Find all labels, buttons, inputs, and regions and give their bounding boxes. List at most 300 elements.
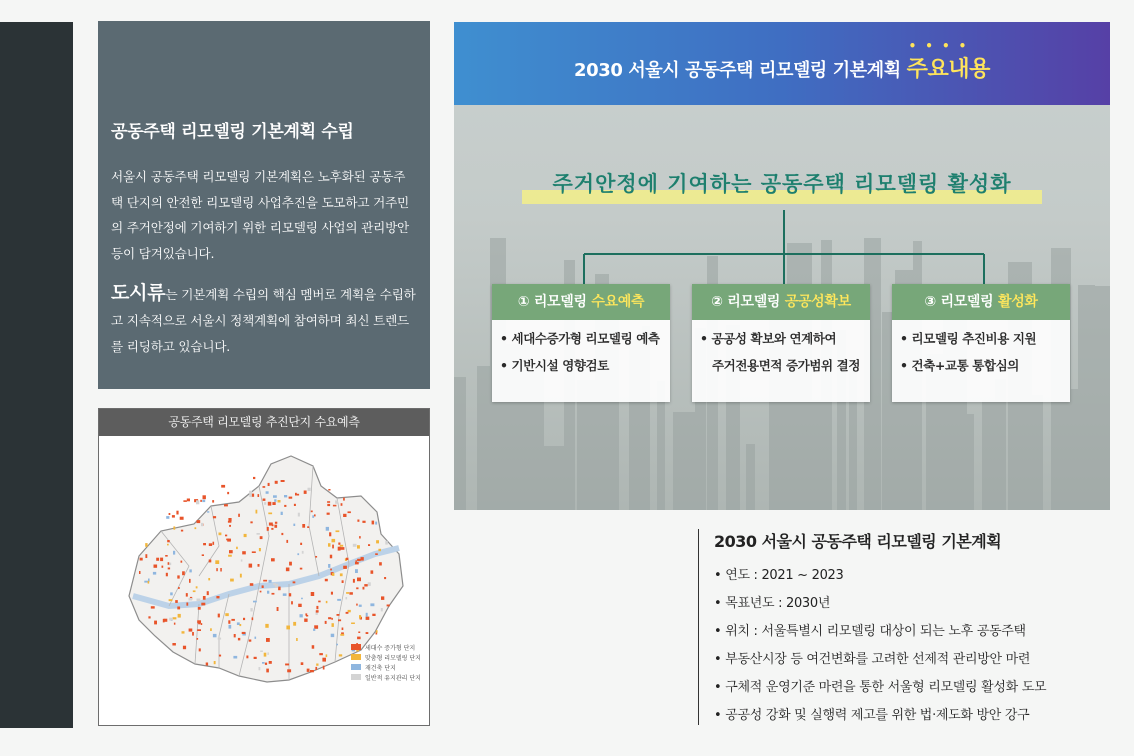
map-parcel xyxy=(262,662,265,664)
map-parcel xyxy=(357,520,359,522)
map-parcel xyxy=(173,526,175,529)
map-parcel xyxy=(327,501,330,503)
map-parcel xyxy=(249,491,252,494)
map-parcel xyxy=(267,652,269,655)
map-parcel xyxy=(362,521,365,523)
map-parcel xyxy=(200,500,202,502)
map-parcel xyxy=(346,592,349,594)
map-parcel xyxy=(326,654,328,657)
map-parcel xyxy=(275,522,277,524)
intro-brand-paragraph xyxy=(111,281,416,359)
map-parcel xyxy=(250,608,252,611)
map-parcel xyxy=(346,612,349,614)
map-parcel xyxy=(338,547,341,551)
map-parcel xyxy=(253,477,255,479)
map-parcel xyxy=(307,526,309,528)
map-parcel xyxy=(336,530,340,532)
map-parcel xyxy=(301,662,304,665)
map-parcel xyxy=(173,551,175,555)
map-parcel xyxy=(353,544,357,547)
map-parcel xyxy=(228,518,231,521)
map-parcel xyxy=(189,569,191,572)
map-parcel xyxy=(364,584,367,586)
map-parcel xyxy=(156,558,159,561)
map-parcel xyxy=(225,613,229,616)
pillar-head xyxy=(892,284,1070,320)
map-parcel xyxy=(277,607,279,611)
map-parcel xyxy=(300,543,302,545)
map-parcel xyxy=(203,596,206,600)
map-parcel xyxy=(182,631,185,633)
map-parcel xyxy=(351,623,355,625)
map-parcel xyxy=(289,562,292,566)
map-parcel xyxy=(197,620,201,623)
map-parcel xyxy=(268,513,272,515)
map-parcel xyxy=(275,584,278,588)
map-parcel xyxy=(269,661,272,664)
map-parcel xyxy=(346,558,349,560)
map-parcel xyxy=(356,604,358,606)
map-parcel xyxy=(249,493,252,497)
map-parcel xyxy=(154,621,157,625)
map-parcel xyxy=(359,615,361,618)
map-parcel xyxy=(226,539,229,541)
map-parcel xyxy=(166,573,168,577)
map-parcel xyxy=(272,502,275,505)
map-parcel xyxy=(311,592,315,596)
map-parcel xyxy=(368,582,371,586)
map-parcel xyxy=(229,625,232,629)
map-parcel xyxy=(168,568,170,570)
map-parcel xyxy=(199,648,201,651)
map-parcel xyxy=(325,621,327,624)
map-parcel xyxy=(210,628,212,631)
map-legend-swatch xyxy=(351,644,361,650)
map-parcel xyxy=(212,500,214,503)
map-parcel xyxy=(145,554,147,558)
map-parcel xyxy=(201,603,205,606)
map-parcel xyxy=(323,666,325,670)
map-parcel xyxy=(357,545,360,548)
map-parcel xyxy=(300,614,303,617)
map-parcel xyxy=(271,558,275,561)
map-parcel xyxy=(339,654,342,656)
map-parcel xyxy=(148,616,150,618)
map-parcel xyxy=(316,664,318,666)
map-parcel xyxy=(286,568,290,572)
map-parcel xyxy=(289,593,291,596)
map-parcel xyxy=(328,617,331,619)
map-parcel xyxy=(183,500,187,502)
map-parcel xyxy=(173,617,177,619)
map-parcel xyxy=(215,560,219,564)
map-parcel xyxy=(328,489,330,491)
map-parcel xyxy=(237,622,240,625)
map-parcel xyxy=(187,499,190,502)
map-parcel xyxy=(218,614,220,618)
map-parcel xyxy=(355,560,357,562)
pillar-head-label: ① 리모델링 xyxy=(517,294,592,310)
map-parcel xyxy=(366,613,368,617)
map-parcel xyxy=(201,623,203,625)
map-parcel xyxy=(206,663,208,666)
map-parcel xyxy=(140,558,143,561)
pillar-item: • 리모델링 추진비용 지원 xyxy=(900,331,1037,346)
map-parcel xyxy=(177,575,179,578)
map-parcel xyxy=(267,527,269,531)
map-parcel xyxy=(338,543,340,545)
map-parcel xyxy=(343,514,346,517)
map-legend-label: 세대수 증가형 단지 xyxy=(365,645,416,652)
map-parcel xyxy=(266,669,269,673)
map-parcel xyxy=(228,555,232,557)
map-parcel xyxy=(343,566,347,569)
map-parcel xyxy=(340,545,343,547)
map-parcel xyxy=(259,667,261,670)
map-parcel xyxy=(341,503,343,506)
map-parcel xyxy=(241,559,243,561)
map-parcel xyxy=(378,549,381,551)
map-parcel xyxy=(355,562,359,564)
map-parcel xyxy=(359,605,362,607)
map-parcel xyxy=(368,544,370,546)
map-parcel xyxy=(296,638,298,641)
map-parcel xyxy=(326,601,328,603)
map-parcel xyxy=(229,525,231,527)
map-parcel xyxy=(203,495,206,499)
pillar-head-highlight: 공공성확보 xyxy=(784,294,851,310)
map-parcel xyxy=(225,535,227,537)
map-parcel xyxy=(262,585,264,588)
map-parcel xyxy=(181,530,183,532)
map-parcel xyxy=(310,670,314,672)
map-parcel xyxy=(361,557,364,561)
map-parcel xyxy=(263,499,266,501)
map-parcel xyxy=(189,598,193,601)
map-legend-label: 맞춤형 리모델링 단지 xyxy=(365,655,421,662)
map-parcel xyxy=(342,580,344,583)
map-parcel xyxy=(238,638,240,641)
map-parcel xyxy=(286,626,290,630)
pillar-head-highlight: 수요예측 xyxy=(591,294,645,310)
map-parcel xyxy=(268,502,272,506)
plan-figure xyxy=(454,22,1110,510)
intro-panel xyxy=(98,21,430,389)
map-parcel xyxy=(250,521,252,523)
map-parcel xyxy=(340,573,343,576)
map-parcel xyxy=(370,603,374,606)
pillar-item: 주거전용면적 증가범위 결정 xyxy=(712,358,861,373)
map-parcel xyxy=(209,543,212,546)
map-parcel xyxy=(281,533,283,535)
map-parcel xyxy=(306,615,308,617)
map-parcel xyxy=(234,634,236,637)
map-parcel xyxy=(376,540,379,543)
map-parcel xyxy=(281,512,283,515)
map-parcel xyxy=(162,566,164,568)
map-parcel xyxy=(227,492,229,494)
map-parcel xyxy=(349,592,353,595)
map-parcel xyxy=(338,619,341,621)
map-parcel xyxy=(145,543,147,547)
map-parcel xyxy=(244,534,247,537)
map-parcel xyxy=(312,645,315,649)
map-parcel xyxy=(293,622,296,626)
pillar-list xyxy=(492,320,670,379)
map-parcel xyxy=(313,629,315,631)
map-parcel xyxy=(260,651,263,653)
map-parcel xyxy=(218,638,221,640)
map-parcel xyxy=(340,634,344,636)
map-parcel xyxy=(291,601,293,604)
map-parcel xyxy=(214,661,216,664)
map-parcel xyxy=(268,483,270,486)
pillar-item: • 기반시설 영향검토 xyxy=(500,358,609,373)
map-parcel xyxy=(178,587,180,589)
map-parcel xyxy=(265,624,268,628)
map-parcel xyxy=(169,599,173,601)
map-parcel xyxy=(330,555,332,559)
map-parcel xyxy=(219,533,222,536)
map-legend-swatch xyxy=(351,674,361,680)
map-parcel xyxy=(263,486,266,488)
map-parcel xyxy=(372,521,375,525)
map-parcel xyxy=(314,514,316,516)
map-parcel xyxy=(249,564,253,568)
map-parcel xyxy=(180,517,184,520)
map-parcel xyxy=(207,511,209,513)
info-line-target-year: • 목표년도 : 2030년 xyxy=(714,596,831,611)
map-parcel xyxy=(250,583,254,586)
map-parcel xyxy=(356,587,358,589)
map-parcel xyxy=(224,504,228,506)
pillar-item: • 세대수증가형 리모델링 예측 xyxy=(500,331,660,346)
map-parcel xyxy=(331,634,335,637)
map-parcel xyxy=(197,629,201,631)
map-parcel xyxy=(167,540,170,542)
map-parcel xyxy=(330,569,332,571)
map-parcel xyxy=(302,524,305,528)
map-parcel xyxy=(238,514,240,517)
map-parcel xyxy=(228,620,230,624)
map-parcel xyxy=(326,527,329,531)
map-parcel xyxy=(160,558,163,562)
map-parcel xyxy=(208,578,210,580)
map-parcel xyxy=(318,601,320,603)
map-parcel xyxy=(331,618,333,620)
map-parcel xyxy=(236,547,238,549)
map-parcel xyxy=(283,593,287,596)
map-parcel xyxy=(148,581,150,584)
map-parcel xyxy=(254,657,257,659)
pillar-head-highlight: 활성화 xyxy=(997,294,1038,310)
pillar-activation xyxy=(892,284,1070,402)
map-legend-label: 재건축 단지 xyxy=(365,665,396,672)
map-parcel xyxy=(167,544,169,546)
plan-goal: 주거안정에 기여하는 공동주택 리모델링 활성화 xyxy=(552,172,1012,196)
map-parcel xyxy=(256,510,258,514)
map-parcel xyxy=(298,513,300,517)
map-parcel xyxy=(186,593,188,597)
map-parcel xyxy=(335,500,338,503)
map-parcel xyxy=(209,560,212,563)
map-parcel xyxy=(242,632,246,634)
pillar-head-label: ③ 리모델링 xyxy=(924,294,998,310)
map-parcel xyxy=(355,569,358,573)
map-parcel xyxy=(202,554,204,556)
map-parcel xyxy=(357,637,361,640)
map-parcel xyxy=(255,637,257,639)
map-parcel xyxy=(230,579,234,582)
map-parcel xyxy=(301,598,303,600)
map-parcel xyxy=(252,551,256,553)
map-parcel xyxy=(331,592,333,595)
map-parcel xyxy=(312,515,314,518)
map-parcel xyxy=(252,617,254,620)
map-parcel xyxy=(327,504,330,506)
map-parcel xyxy=(366,617,370,620)
map-parcel xyxy=(325,579,328,582)
map-parcel xyxy=(366,632,369,634)
map-parcel xyxy=(329,532,331,536)
map-parcel xyxy=(332,545,334,549)
map-parcel xyxy=(293,524,295,526)
map-parcel xyxy=(197,599,201,602)
map-parcel xyxy=(213,634,217,637)
map-parcel xyxy=(328,564,330,568)
map-parcel xyxy=(182,571,185,575)
banner-main: 2030 서울시 공동주택 리모델링 기본계획 xyxy=(573,60,901,81)
map-parcel xyxy=(357,559,361,561)
map-parcel xyxy=(319,653,323,655)
map-parcel xyxy=(221,485,225,488)
seoul-map-outline xyxy=(129,456,403,682)
map-parcel xyxy=(343,498,345,501)
map-parcel xyxy=(139,571,141,574)
map-parcel xyxy=(229,550,233,553)
map-parcel xyxy=(240,574,242,578)
map-parcel xyxy=(249,640,252,642)
map-parcel xyxy=(298,604,302,607)
map-parcel xyxy=(193,590,196,592)
map-parcel xyxy=(336,644,338,646)
map-parcel xyxy=(363,587,365,590)
pillar-head xyxy=(692,284,870,320)
map-parcel xyxy=(315,556,317,558)
map-parcel xyxy=(293,581,296,583)
map-parcel xyxy=(322,658,326,662)
map-parcel xyxy=(196,586,198,588)
map-parcel xyxy=(375,522,377,525)
map-parcel xyxy=(242,551,246,554)
banner-highlight: 주요내용 xyxy=(906,57,991,82)
map-parcel xyxy=(252,494,255,497)
map-parcel xyxy=(274,499,276,502)
map-parcel xyxy=(189,629,193,632)
map-parcel xyxy=(381,608,383,611)
map-legend-swatch xyxy=(351,664,361,670)
map-parcel xyxy=(174,623,176,625)
map-legend-swatch xyxy=(351,654,361,660)
map-parcel xyxy=(197,638,199,640)
map-parcel xyxy=(307,669,310,672)
map-parcel xyxy=(176,511,178,515)
pillar-head xyxy=(492,284,670,320)
map-parcel xyxy=(260,536,263,539)
map-parcel xyxy=(372,614,375,616)
map-parcel xyxy=(342,628,344,631)
map-parcel xyxy=(358,632,360,634)
map-parcel xyxy=(259,548,261,551)
intro-body: 서울시 공동주택 리모델링 기본계획은 노후화된 공동주택 단지의 안전한 리모델링 사업추진을 도모하고 거주민의 주거안정에 기여하기 위한 리모델링 사업의 관리방안 등이 담겨있습니다. xyxy=(111,169,410,261)
map-parcel xyxy=(266,638,270,642)
map-parcel xyxy=(359,536,361,538)
map-parcel xyxy=(286,540,288,543)
map-parcel xyxy=(379,562,382,565)
map-parcel xyxy=(357,578,361,582)
map-parcel xyxy=(333,505,337,507)
map-parcel xyxy=(266,491,269,494)
map-parcel xyxy=(287,669,291,672)
map-parcel xyxy=(189,579,191,583)
pillar-list xyxy=(692,320,870,379)
info-line-market: • 부동산시장 등 여건변화를 고려한 선제적 관리방안 마련 xyxy=(714,652,1031,667)
map-legend-label: 일반적 유지관리 단지 xyxy=(365,675,421,682)
map-parcel xyxy=(257,533,260,535)
map-parcel xyxy=(371,570,374,573)
map-parcel xyxy=(198,607,201,610)
map-parcel xyxy=(164,619,168,622)
map-parcel xyxy=(387,605,390,607)
map-parcel xyxy=(385,541,388,545)
map-parcel xyxy=(183,646,186,650)
map-parcel xyxy=(202,500,205,502)
map-parcel xyxy=(375,553,378,555)
map-parcel xyxy=(228,521,232,523)
map-parcel xyxy=(216,568,218,571)
map-parcel xyxy=(181,561,183,563)
map-parcel xyxy=(154,565,158,568)
map-parcel xyxy=(169,563,171,566)
brand-body: 는 기본계획 수립의 핵심 멤버로 계획을 수립하고 지속적으로 서울시 정책계획에 참여하며 최신 트렌드를 리딩하고 있습니다. xyxy=(111,287,416,354)
map-parcel xyxy=(278,587,281,591)
brand-name: 도시류 xyxy=(111,282,166,305)
map-parcel xyxy=(381,596,384,600)
map-parcel xyxy=(213,542,215,545)
pillar-demand-forecast xyxy=(492,284,670,402)
map-parcel xyxy=(267,591,269,594)
map-parcel xyxy=(271,528,273,530)
map-parcel xyxy=(269,580,272,583)
map-parcel xyxy=(246,656,248,659)
map-parcel xyxy=(153,572,156,575)
map-parcel xyxy=(258,564,260,567)
map-parcel xyxy=(346,597,348,599)
map-parcel xyxy=(278,500,281,503)
map-parcel xyxy=(213,516,216,518)
map-parcel xyxy=(272,524,274,526)
pillar-list xyxy=(892,320,1070,379)
info-line-location: • 위치 : 서울특별시 리모델링 대상이 되는 노후 공동주택 xyxy=(714,624,1026,639)
map-parcel xyxy=(166,516,169,519)
map-title: 공동주택 리모델링 추진단지 수요예측 xyxy=(99,409,429,436)
map-parcel xyxy=(233,656,237,659)
map-parcel xyxy=(284,495,287,497)
map-parcel xyxy=(304,491,307,494)
map-parcel xyxy=(144,581,148,583)
map-parcel xyxy=(192,632,194,636)
map-parcel xyxy=(348,511,351,513)
